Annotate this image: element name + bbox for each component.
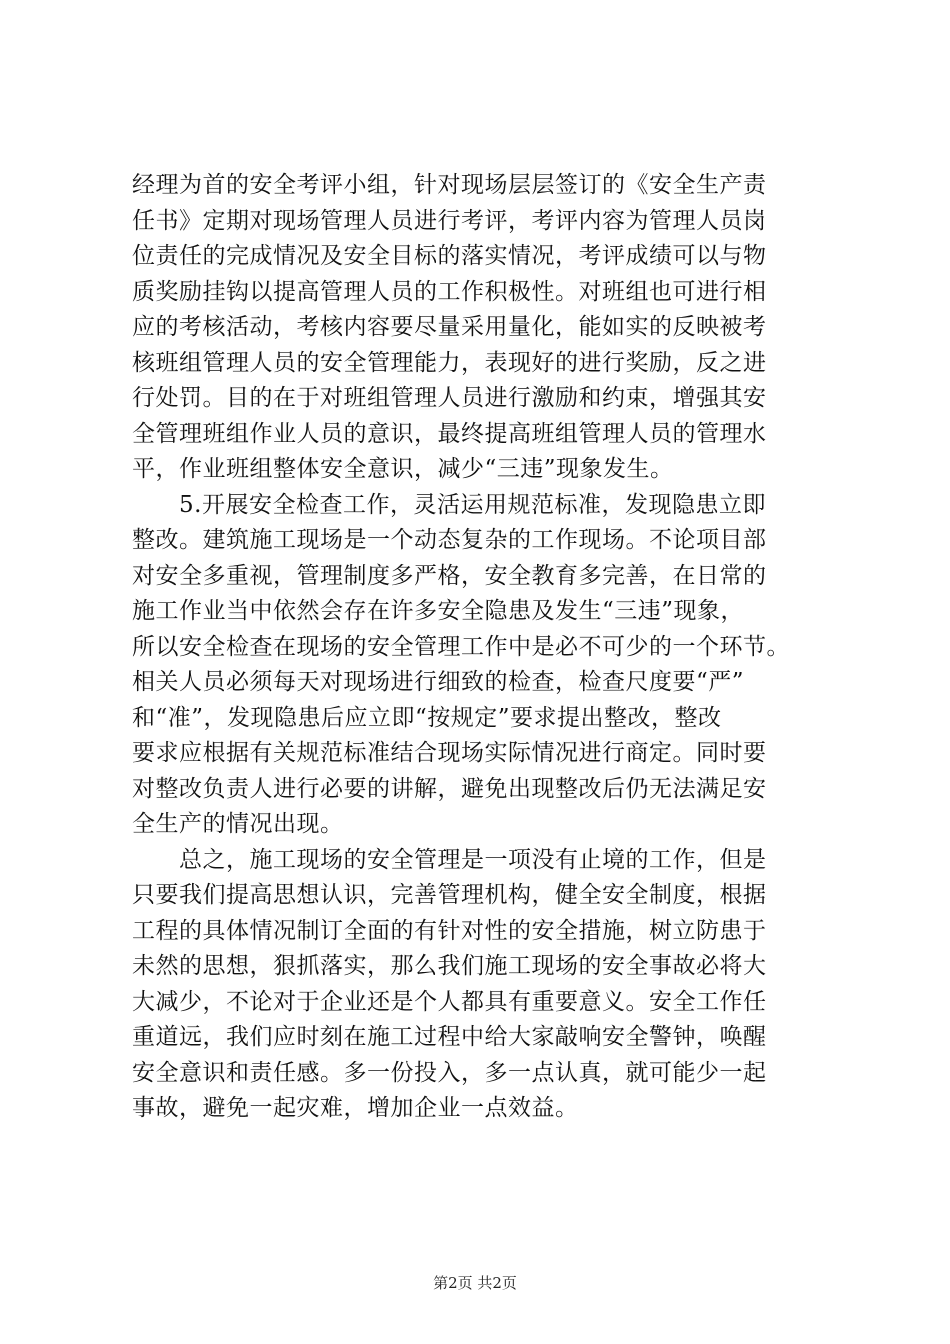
text-line: 施工作业当中依然会存在许多安全隐患及发生“三违”现象， [132,598,745,624]
text-line: 对安全多重视，管理制度多严格，安全教育多完善，在日常的 [132,562,767,589]
text-line: 核班组管理人员的安全管理能力，表现好的进行奖励，反之进 [132,349,767,376]
text-line: 相关人员必须每天对现场进行细致的检查，检查尺度要“严” [132,669,745,695]
text-line: 和“准”，发现隐患后应立即“按规定”要求提出整改，整改 [132,704,722,731]
text-line: 全管理班组作业人员的意识，最终提高班组管理人员的管理水 [132,420,767,447]
text-line: 对整改负责人进行必要的讲解，避免出现整改后仍无法满足安 [132,775,767,802]
text-line: 所以安全检查在现场的安全管理工作中是必不可少的一个环节。 [132,633,790,660]
text-line: 安全意识和责任感。多一份投入，多一点认真，就可能少一起 [132,1059,767,1086]
text-line: 位责任的完成情况及安全目标的落实情况，考评成绩可以与物 [132,243,767,269]
text-line: 平，作业班组整体安全意识，减少“三违”现象发生。 [132,456,674,482]
text-line: 要求应根据有关规范标准结合现场实际情况进行商定。同时要 [132,740,767,766]
text-line: 应的考核活动，考核内容要尽量采用量化，能如实的反映被考 [132,314,767,340]
text-line: 未然的思想，狠抓落实，那么我们施工现场的安全事故必将大 [132,953,767,979]
text-line: 5.开展安全检查工作，灵活运用规范标准，发现隐患立即 [132,491,766,518]
text-line: 重道远，我们应时刻在施工过程中给大家敲响安全警钟，唤醒 [132,1024,767,1050]
page-number-footer: 第2页 共2页 [433,1274,517,1292]
text-line: 只要我们提高思想认识，完善管理机构，健全安全制度，根据 [132,882,767,908]
text-line: 总之，施工现场的安全管理是一项没有止境的工作，但是 [132,846,767,873]
text-line: 大减少，不论对于企业还是个人都具有重要意义。安全工作任 [132,988,767,1015]
body-text [132,168,822,1127]
text-line: 质奖励挂钩以提高管理人员的工作积极性。对班组也可进行相 [132,278,767,305]
text-line: 全生产的情况出现。 [132,811,344,837]
text-line: 任书》定期对现场管理人员进行考评，考评内容为管理人员岗 [132,207,767,234]
text-line: 整改。建筑施工现场是一个动态复杂的工作现场。不论项目部 [132,527,767,553]
text-line: 经理为首的安全考评小组，针对现场层层签订的《安全生产责 [132,172,767,198]
text-line: 工程的具体情况制订全面的有针对性的安全措施，树立防患于 [132,917,767,944]
text-line: 事故，避免一起灾难，增加企业一点效益。 [132,1095,579,1121]
text-line: 行处罚。目的在于对班组管理人员进行激励和约束，增强其安 [132,385,767,411]
